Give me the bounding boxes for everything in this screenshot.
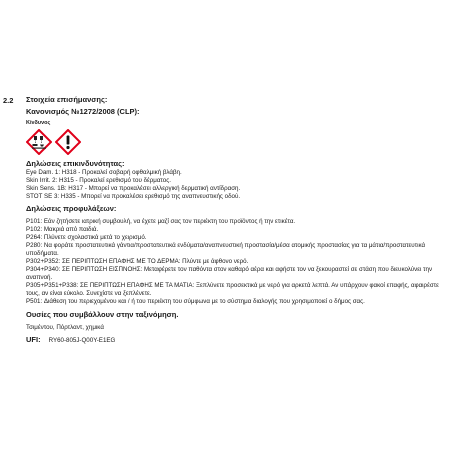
- precautionary-statement: P304+P340: ΣΕ ΠΕΡΙΠΤΩΣΗ ΕΙΣΠΝΟΗΣ: Μεταφέρετε τον παθόντα στον καθαρό αέρα και αφήστε τον να ξεκουραστεί σε στάση που διευκολύνει την αναπνοή.: [26, 266, 433, 281]
- ufi-label: UFI:: [26, 335, 41, 344]
- hazard-statements-heading: Δηλώσεις επικινδυνότητας:: [26, 159, 125, 168]
- exclamation-mark-icon: [55, 129, 81, 155]
- labelling-elements-section: [26, 95, 446, 344]
- classification-substances: Τσιμέντου, Πόρτλαντ, χημικά: [26, 324, 104, 331]
- precautionary-statement: P264: Πλύνετε σχολαστικά μετά το χειρισμό.: [26, 234, 147, 241]
- precautionary-statement: P101: Εάν ζητήσετε ιατρική συμβουλή, να έχετε μαζί σας τον περιέκτη του προϊόντος ή την ετικέτα.: [26, 218, 296, 225]
- section-title: Στοιχεία επισήμανσης:: [26, 95, 108, 104]
- precautionary-statement: P302+P352: ΣΕ ΠΕΡΙΠΤΩΣΗ ΕΠΑΦΗΣ ΜΕ ΤΟ ΔΕΡΜΑ: Πλύντε με άφθονο νερό.: [26, 258, 249, 265]
- corrosion-icon: [26, 129, 52, 155]
- precautionary-statements-heading: Δηλώσεις προφυλάξεων:: [26, 204, 117, 213]
- hazard-statement: Eye Dam. 1: H318 - Προκαλεί σοβαρή οφθαλμική βλάβη.: [26, 169, 182, 176]
- hazard-pictograms: [26, 129, 446, 155]
- hazard-statement: Skin Irrit. 2: H315 - Προκαλεί ερεθισμό του δέρματος.: [26, 177, 171, 184]
- classification-contributors: [26, 310, 446, 332]
- hazard-statement: STOT SE 3: H335 - Μπορεί να προκαλέσει ερεθισμό της αναπνευστικής οδού.: [26, 193, 241, 200]
- section-number: 2.2: [3, 96, 14, 105]
- hazard-statement: Skin Sens. 1B: H317 - Μπορεί να προκαλέσει αλλεργική δερματική αντίδραση.: [26, 185, 241, 192]
- ufi-code: RY60-805J-Q00Y-E1EG: [48, 337, 116, 344]
- precautionary-statements: [26, 204, 446, 306]
- precautionary-statement: P501: Διάθεση του περιεχομένου και / ή του περιέκτη του σύμφωνα με το σύστημα διαλογής που χρησιμοποιεί ο δήμος σας.: [26, 298, 365, 305]
- hazard-statements: [26, 159, 446, 201]
- signal-word: Κίνδυνος: [26, 120, 51, 126]
- precautionary-statement: P305+P351+P338: ΣΕ ΠΕΡΙΠΤΩΣΗ ΕΠΑΦΗΣ ΜΕ ΤΑ ΜΑΤΙΑ: Ξεπλύνετε προσεκτικά με νερό για αρκετά λεπτά. Αν υπάρχουν φακοί επαφής, αφαιρέστε τους, αν είναι εύκολο. Συνεχίστε να ξεπλένετε.: [26, 282, 439, 297]
- precautionary-statement: P280: Να φοράτε προστατευτικά γάντια/προστατευτικά ενδύματα/αναπνευστική προστασία/μέσα ατομικής προστασίας για τα μάτια/προστατευτικά υποδήματα.: [26, 242, 426, 257]
- ufi-row: [26, 335, 446, 344]
- precautionary-statement: P102: Μακριά από παιδιά.: [26, 226, 99, 233]
- classification-heading: Ουσίες που συμβάλλουν στην ταξινόμηση.: [26, 310, 179, 319]
- regulation-title: Κανονισμός №1272/2008 (CLP):: [26, 107, 140, 116]
